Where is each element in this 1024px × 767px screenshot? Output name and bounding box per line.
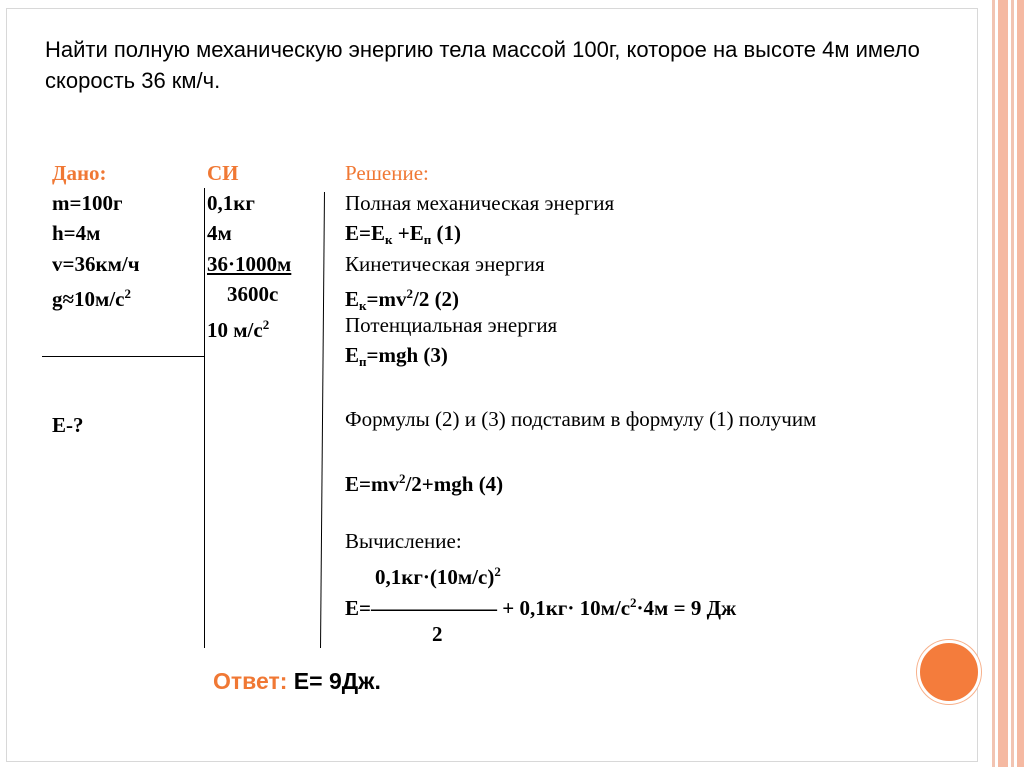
full-energy-label: Полная механическая энергия [345, 191, 615, 215]
calc-line: E=—————— + $0,1кг\cdot 10м/с^2\cdot 4м = 9$ Дж [345, 595, 737, 620]
calc-label: Вычисление: [345, 529, 462, 553]
formula-1: $E=E_к +E_п$ (1) [345, 221, 461, 247]
si-height: 4м [207, 221, 232, 245]
solution-header: Решение: [345, 161, 429, 185]
formula-2: $E_к=mv^2/2$ (2) [345, 286, 460, 313]
kinetic-label: Кинетическая энергия [345, 252, 545, 276]
given-find: E-? [52, 413, 84, 437]
given-height: h=4м [52, 221, 101, 245]
given-gravity: $g\approx 10м/с^2$ [52, 286, 131, 311]
calc-numerator: $0,1кг\cdot(10м/с)^2$ [375, 564, 501, 589]
si-left-border [204, 188, 205, 648]
substitute-text: Формулы (2) и (3) подставим в формулу (1) получим [345, 407, 817, 431]
given-header: Дано: [52, 161, 107, 185]
si-header: СИ [207, 161, 239, 185]
si-mass: 0,1кг [207, 191, 255, 215]
decorative-stripes [988, 0, 1024, 767]
formula-3: $E_п=mgh$ (3) [345, 343, 448, 369]
slide-frame [6, 8, 978, 762]
si-velocity-denominator: 3600с [227, 282, 279, 306]
problem-statement: Найти полную механическую энергию тела массой 100г, которое на высоте 4м имело скорость 36 км/ч. [45, 37, 920, 93]
given-velocity: v=36км/ч [52, 252, 140, 276]
calc-denominator: 2 [432, 622, 443, 646]
answer: Ответ: E= 9Дж. [213, 668, 381, 694]
si-gravity: 10 $м/с^2$ [207, 317, 270, 342]
given-mass: m=100г [52, 191, 123, 215]
given-divider [42, 356, 204, 357]
formula-4: $E=mv^2/2+mgh$ (4) [345, 471, 504, 496]
si-velocity-numerator: 36·1000м [207, 252, 292, 276]
potential-label: Потенциальная энергия [345, 313, 558, 337]
decorative-circle [917, 640, 981, 704]
